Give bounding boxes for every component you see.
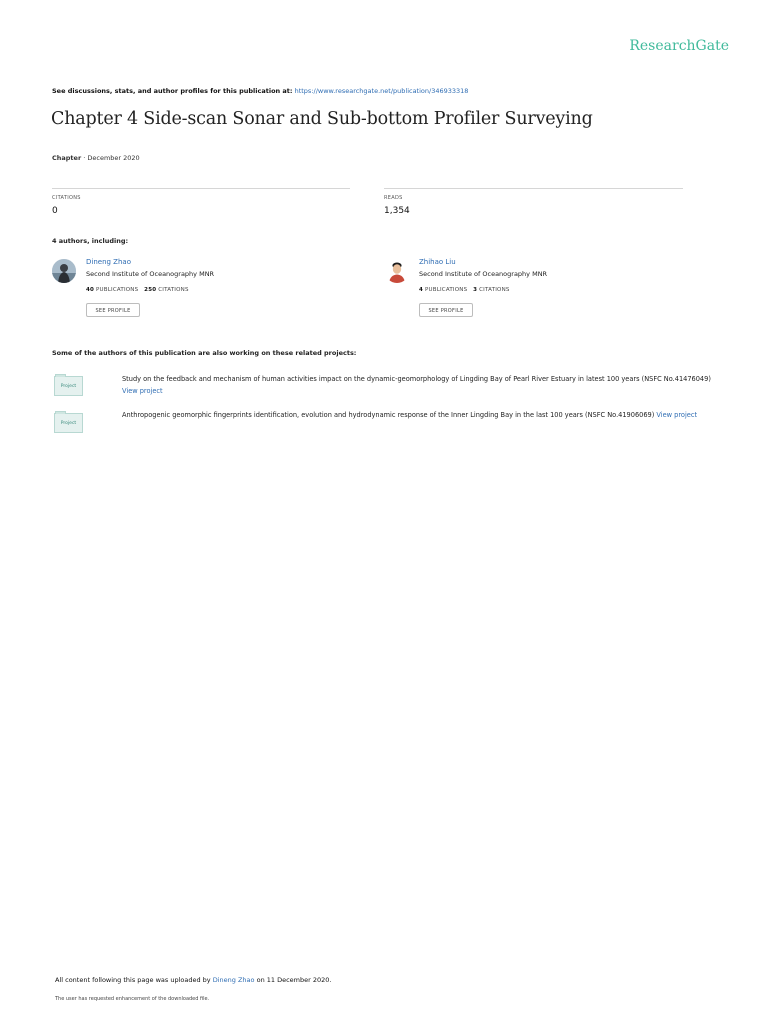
author-stats xyxy=(419,287,510,293)
author-name-link[interactable]: Zhihao Liu xyxy=(419,258,456,266)
authors-heading: 4 authors, including: xyxy=(52,237,129,245)
project-folder-icon[interactable] xyxy=(54,413,83,433)
discussion-link-line xyxy=(52,87,468,95)
uploaded-prefix: All content following this page was uploaded by xyxy=(55,976,211,984)
project-description xyxy=(122,373,722,397)
publications-count: 40 xyxy=(86,287,95,293)
citations-label: CITATIONS xyxy=(158,287,189,293)
view-project-link[interactable]: View project xyxy=(656,411,698,419)
uploader-link[interactable]: Dineng Zhao xyxy=(212,976,255,984)
reads-divider xyxy=(384,188,683,189)
citations-label: CITATIONS xyxy=(479,287,510,293)
publication-url-link[interactable]: https://www.researchgate.net/publication/346933318 xyxy=(294,87,469,95)
author-stats xyxy=(86,287,189,293)
author-institution: Second Institute of Oceanography MNR xyxy=(419,270,548,278)
uploaded-suffix: on 11 December 2020. xyxy=(256,976,332,984)
project-title: Anthropogenic geomorphic fingerprints identification, evolution and hydrodynamic response of the Inner Lingding Bay in the last 100 years (NSFC No.41906069) xyxy=(122,411,655,419)
citations-count: 3 xyxy=(473,287,478,293)
project-description xyxy=(122,409,722,421)
project-icon-label: Project xyxy=(60,420,77,426)
author-name-link[interactable]: Dineng Zhao xyxy=(86,258,131,266)
related-projects-heading: Some of the authors of this publication are also working on these related projects: xyxy=(52,349,357,357)
author-photo-icon xyxy=(385,259,409,283)
enhancement-note: The user has requested enhancement of the downloaded file. xyxy=(55,996,210,1002)
researchgate-logo[interactable]: ResearchGate xyxy=(629,38,729,54)
see-discussions-text: See discussions, stats, and author profiles for this publication at: xyxy=(52,87,293,95)
avatar[interactable] xyxy=(385,259,409,283)
citations-count: 250 xyxy=(144,287,157,293)
project-title: Study on the feedback and mechanism of human activities impact on the dynamic-geomorphology of Lingding Bay of Pearl River Estuary in latest 100 years (NSFC No.41476049) xyxy=(122,375,711,383)
publication-title: Chapter 4 Side-scan Sonar and Sub-bottom Profiler Surveying xyxy=(51,109,593,129)
citations-label: CITATIONS xyxy=(52,195,81,201)
meta-separator: · xyxy=(81,154,88,162)
publication-meta xyxy=(52,154,140,162)
publication-type: Chapter xyxy=(52,154,82,162)
author-photo-icon xyxy=(52,259,76,283)
publications-count: 4 xyxy=(419,287,424,293)
upload-notice xyxy=(55,976,331,984)
publications-label: PUBLICATIONS xyxy=(96,287,139,293)
view-project-link[interactable]: View project xyxy=(122,387,163,395)
reads-label: READS xyxy=(384,195,403,201)
see-profile-button[interactable]: SEE PROFILE xyxy=(419,303,473,317)
publication-date: December 2020 xyxy=(87,154,140,162)
avatar[interactable] xyxy=(52,259,76,283)
publications-label: PUBLICATIONS xyxy=(424,287,468,293)
project-icon-label: Project xyxy=(60,383,77,389)
citations-divider xyxy=(52,188,350,189)
citations-count: 0 xyxy=(52,206,58,216)
project-folder-icon[interactable] xyxy=(54,376,83,396)
reads-count: 1,354 xyxy=(384,206,410,216)
author-institution: Second Institute of Oceanography MNR xyxy=(86,270,215,278)
see-profile-button[interactable]: SEE PROFILE xyxy=(86,303,140,317)
